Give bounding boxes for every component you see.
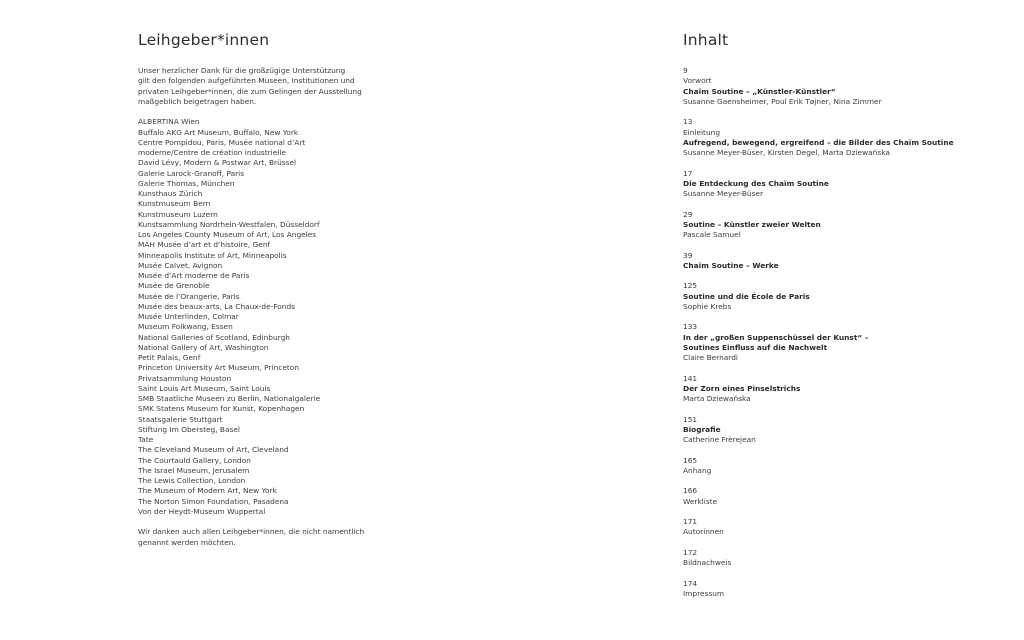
lender-item: moderne/Centre de création industrielle: [138, 148, 286, 157]
toc-entry[interactable]: [683, 579, 983, 600]
toc-page-number: 29: [683, 209, 693, 219]
lender-item: Musée Unterlinden, Colmar: [138, 312, 239, 321]
lender-item: The Cleveland Museum of Art, Cleveland: [138, 445, 289, 455]
lender-item: National Galleries of Scotland, Edinburgh: [138, 332, 290, 342]
toc-title: Biografie: [683, 424, 721, 434]
toc-entry[interactable]: [683, 374, 983, 405]
toc-entry[interactable]: [683, 517, 983, 538]
toc-title: Soutine – Künstler zweier Welten: [683, 219, 821, 229]
lender-item: SMB Staatliche Museen zu Berlin, Nationalgalerie: [138, 394, 321, 403]
toc-entry[interactable]: [683, 117, 983, 158]
lender-item: The Museum of Modern Art, New York: [138, 486, 277, 496]
intro-line: Unser herzlicher Dank für die großzügige Unterstützung: [138, 66, 346, 75]
lender-item: Privatsammlung Houston: [138, 373, 232, 383]
lender-item: Kunstmuseum Bern: [138, 199, 211, 209]
lenders-list: [138, 117, 398, 517]
toc-entry[interactable]: [683, 322, 983, 363]
lender-item: Musée Calvet, Avignon: [138, 260, 223, 270]
toc-entry[interactable]: [683, 415, 983, 446]
toc-entry[interactable]: [683, 486, 983, 507]
lender-item: Minneapolis Institute of Art, Minneapolis: [138, 250, 287, 260]
toc-entry[interactable]: [683, 210, 983, 241]
lender-item: Princeton University Art Museum, Princeton: [138, 363, 299, 373]
intro-line: privaten Leihgeber*innen, die zum Gelingen der Ausstellung: [138, 86, 362, 96]
lender-item: Saint Louis Art Museum, Saint Louis: [138, 383, 271, 393]
closing-line: genannt werden möchten.: [138, 537, 236, 547]
lender-item: The Norton Simon Foundation, Pasadena: [138, 496, 289, 506]
lenders-heading: Leihgeber*innen: [138, 31, 270, 49]
toc-entry[interactable]: [683, 456, 983, 477]
lender-item: David Lévy, Modern & Postwar Art, Brüssel: [138, 158, 297, 168]
lender-item: Von der Heydt-Museum Wuppertal: [138, 506, 266, 516]
toc-category: Anhang: [683, 465, 712, 475]
toc-page-number: 141: [683, 373, 698, 383]
toc-title: Der Zorn eines Pinselstrichs: [683, 383, 801, 393]
lender-item: Petit Palais, Genf: [138, 353, 201, 362]
lender-item: Tate: [138, 435, 154, 444]
intro-line: gilt den folgenden aufgeführten Museen, Institutionen und: [138, 76, 355, 86]
toc-title: Chaïm Soutine – „Künstler-Künstler“: [683, 86, 836, 96]
lender-item: Buffalo AKG Art Museum, Buffalo, New York: [138, 127, 299, 137]
lenders-intro: [138, 66, 398, 107]
toc-page-number: 172: [683, 547, 698, 557]
lenders-content: [138, 66, 398, 548]
toc-category: Bildnachweis: [683, 558, 732, 567]
lender-item: The Israel Museum, Jerusalem: [138, 465, 250, 475]
lender-item: Musée des beaux-arts, La Chaux-de-Fonds: [138, 301, 296, 311]
table-of-contents: [683, 66, 983, 609]
lender-item: Musée d’Art moderne de Paris: [138, 271, 250, 280]
contents-heading: Inhalt: [683, 31, 729, 49]
closing-line: Wir danken auch allen Leihgeber*innen, die nicht namentlich: [138, 527, 365, 537]
lender-item: Stiftung Im Obersteg, Basel: [138, 424, 240, 434]
toc-category: Werkliste: [683, 496, 718, 506]
lender-item: Museum Folkwang, Essen: [138, 322, 233, 332]
lender-item: Kunstsammlung Nordrhein-Westfalen, Düsseldorf: [138, 219, 320, 229]
right-page: [512, 0, 1024, 640]
toc-page-number: 125: [683, 281, 698, 291]
toc-page-number: 151: [683, 414, 698, 424]
toc-page-number: 166: [683, 486, 698, 496]
toc-title: Chaïm Soutine – Werke: [683, 260, 779, 270]
lender-item: Galerie Larock-Granoff, Paris: [138, 168, 245, 178]
lender-item: Kunsthaus Zürich: [138, 189, 203, 198]
toc-entry[interactable]: [683, 66, 983, 107]
toc-page-number: 39: [683, 250, 693, 260]
toc-page-number: 13: [683, 117, 693, 127]
toc-category: Vorwort: [683, 76, 712, 86]
lender-item: Staatsgalerie Stuttgart: [138, 414, 223, 424]
toc-page-number: 165: [683, 455, 698, 465]
lender-item: Kunstmuseum Luzern: [138, 209, 218, 219]
lender-item: Centre Pompidou, Paris, Musée national d’Art: [138, 137, 306, 147]
toc-authors: Marta Dziewańska: [683, 394, 751, 403]
toc-category: Impressum: [683, 588, 725, 598]
lender-item: SMK Statens Museum for Kunst, Kopenhagen: [138, 404, 305, 414]
lender-item: Los Angeles County Museum of Art, Los Angeles: [138, 230, 317, 239]
toc-category: Autorinnen: [683, 527, 724, 537]
toc-authors: Pascale Samuel: [683, 230, 741, 239]
intro-line: maßgeblich beigetragen haben.: [138, 96, 257, 106]
toc-title: Soutine und die École de Paris: [683, 291, 810, 301]
toc-entry[interactable]: [683, 251, 983, 272]
toc-entry[interactable]: [683, 169, 983, 200]
toc-title: In der „großen Suppenschüssel der Kunst“ –: [683, 332, 869, 342]
toc-category: Einleitung: [683, 127, 721, 137]
toc-title: Aufregend, bewegend, ergreifend – die Bilder des Chaïm Soutine: [683, 137, 954, 147]
lender-item: The Courtauld Gallery, London: [138, 455, 251, 465]
toc-entry[interactable]: [683, 548, 983, 569]
toc-authors: Claire Bernardi: [683, 353, 738, 362]
toc-page-number: 133: [683, 322, 698, 332]
toc-authors: Sophie Krebs: [683, 301, 732, 311]
lenders-closing: [138, 527, 398, 548]
toc-page-number: 17: [683, 168, 693, 178]
lender-item: Musée de l’Orangerie, Paris: [138, 291, 240, 301]
lender-item: National Gallery of Art, Washington: [138, 342, 269, 352]
toc-title: Soutines Einfluss auf die Nachwelt: [683, 342, 828, 352]
toc-authors: Susanne Meyer-Büser, Kirsten Degel, Marta Dziewańska: [683, 148, 890, 157]
lender-item: The Lewis Collection, London: [138, 476, 246, 485]
toc-authors: Susanne Gaensheimer, Poul Erik Tøjner, Nina Zimmer: [683, 96, 882, 106]
toc-authors: Susanne Meyer-Büser: [683, 189, 764, 198]
toc-page-number: 174: [683, 578, 698, 588]
toc-entry[interactable]: [683, 281, 983, 312]
toc-title: Die Entdeckung des Chaïm Soutine: [683, 178, 829, 188]
lender-item: Musée de Grenoble: [138, 281, 210, 291]
toc-page-number: 9: [683, 66, 688, 75]
lender-item: MAH Musée d’art et d’histoire, Genf: [138, 240, 271, 250]
toc-authors: Catherine Frèrejean: [683, 435, 756, 444]
toc-page-number: 171: [683, 517, 698, 526]
lender-item: Galerie Thomas, München: [138, 178, 235, 188]
lender-item: ALBERTINA Wien: [138, 117, 200, 127]
